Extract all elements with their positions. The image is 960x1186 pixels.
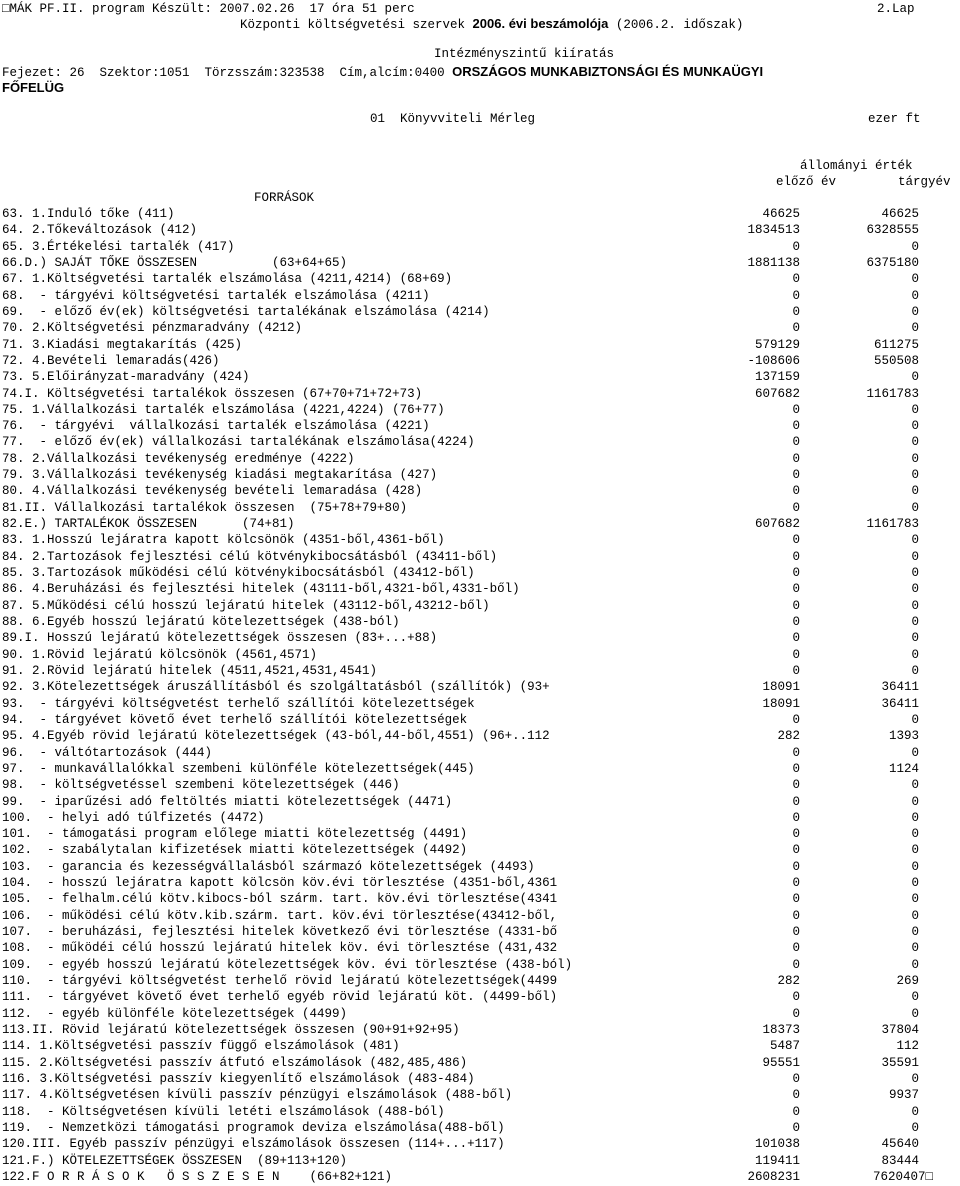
org-name-cont: FŐFELÜG — [2, 80, 65, 95]
program-line: □MÁK PF.II. program Készült: 2007.02.26 17 óra 51 perc — [2, 2, 415, 16]
ids-text: Fejezet: 26 Szektor:1051 Törzsszám:323538 Cím,alcím:0400 — [2, 66, 453, 80]
prev-year-value: -108606 — [747, 353, 800, 368]
curr-year-value: 35591 — [881, 1055, 919, 1070]
curr-year-value: 1161783 — [866, 517, 919, 532]
prev-year-value: 0 — [792, 435, 800, 450]
prev-year-value: 18091 — [762, 680, 800, 695]
report-title-bold: 2006. évi beszámolója — [472, 16, 609, 31]
table-row — [0, 239, 960, 256]
table-row — [0, 304, 960, 321]
curr-year-value: 0 — [911, 549, 919, 564]
curr-year-value: 0 — [911, 843, 919, 858]
curr-year-value: 0 — [911, 957, 919, 972]
prev-year-value: 119411 — [754, 1153, 800, 1168]
prev-year-value: 0 — [792, 451, 800, 466]
row-label: 103. - garancia és kezességvállalásból származó kötelezettségek (4493) — [2, 859, 535, 874]
row-label: 67. 1.Költségvetési tartalék elszámolása (4211,4214) (68+69) — [2, 272, 453, 287]
curr-year-value: 46625 — [881, 207, 919, 221]
column-prev-year: előző év — [776, 175, 837, 189]
table-row — [0, 222, 960, 239]
row-label: 100. - helyi adó túlfizetés (4472) — [2, 810, 265, 825]
prev-year-value: 579129 — [754, 337, 800, 352]
table-row — [0, 500, 960, 517]
prev-year-value: 0 — [792, 1071, 800, 1086]
prev-year-value: 607682 — [754, 386, 800, 401]
row-label: 68. - tárgyévi költségvetési tartalék elszámolása (4211) — [2, 288, 430, 303]
row-label: 117. 4.Költségvetésen kívüli passzív pénzügyi elszámolások (488-ből) — [2, 1088, 513, 1103]
prev-year-value: 0 — [792, 582, 800, 597]
prev-year-value: 0 — [792, 794, 800, 809]
row-label: 70. 2.Költségvetési pénzmaradvány (4212) — [2, 321, 303, 336]
curr-year-value: 0 — [911, 712, 919, 727]
column-group-label: állományi érték — [800, 159, 913, 173]
row-label: 110. - tárgyévi költségvetést terhelő rövid lejáratú kötelezettségek(4499 — [2, 974, 558, 989]
table-row — [0, 369, 960, 386]
prev-year-value: 0 — [792, 272, 800, 287]
prev-year-value: 0 — [792, 533, 800, 548]
prev-year-value: 101038 — [754, 1137, 800, 1152]
table-row — [0, 353, 960, 370]
row-label: 81.II. Vállalkozási tartalékok összesen (75+78+79+80) — [2, 500, 408, 515]
prev-year-value: 18373 — [762, 1023, 800, 1037]
prev-year-value: 0 — [792, 810, 800, 825]
prev-year-value: 0 — [792, 990, 800, 1005]
curr-year-value: 0 — [911, 435, 919, 450]
row-label: 85. 3.Tartozások működési célú kötvénykibocsátásból (43412-ből) — [2, 566, 475, 581]
row-label: 82.E.) TARTALÉKOK ÖSSZESEN (74+81) — [2, 517, 295, 532]
table-row — [0, 549, 960, 566]
prev-year-value: 0 — [792, 663, 800, 678]
curr-year-value: 0 — [911, 778, 919, 793]
row-label: 107. - beruházási, fejlesztési hitelek következő évi törlesztése (4331-bő — [2, 925, 558, 940]
table-row — [0, 794, 960, 811]
table-row — [0, 940, 960, 957]
prev-year-value: 0 — [792, 288, 800, 303]
org-name: ORSZÁGOS MUNKABIZTONSÁGI ÉS MUNKAÜGYI — [452, 64, 764, 79]
curr-year-value: 0 — [911, 484, 919, 499]
prev-year-value: 95551 — [762, 1055, 800, 1070]
curr-year-value: 0 — [911, 598, 919, 613]
row-label: 101. - támogatási program előlege miatti kötelezettség (4491) — [2, 827, 468, 842]
prev-year-value: 1834513 — [747, 223, 800, 238]
table-row — [0, 810, 960, 827]
table-row — [0, 777, 960, 794]
balance-title: 01 Könyvviteli Mérleg — [370, 112, 536, 126]
prev-year-value: 0 — [792, 925, 800, 940]
prev-year-value: 0 — [792, 876, 800, 891]
prev-year-value: 18091 — [762, 696, 800, 711]
row-label: 71. 3.Kiadási megtakarítás (425) — [2, 337, 243, 352]
curr-year-value: 0 — [911, 402, 919, 417]
curr-year-value: 0 — [911, 941, 919, 956]
curr-year-value: 0 — [911, 370, 919, 385]
row-label: 115. 2.Költségvetési passzív átfutó elszámolások (482,485,486) — [2, 1055, 468, 1070]
row-label: 119. - Nemzetközi támogatási programok deviza elszámolása(488-ből) — [2, 1120, 505, 1135]
curr-year-value: 0 — [911, 794, 919, 809]
table-row — [0, 973, 960, 990]
row-label: 104. - hosszú lejáratra kapott kölcsön köv.évi törlesztése (4351-ből,4361 — [2, 876, 558, 891]
row-label: 72. 4.Bevételi lemaradás(426) — [2, 353, 220, 368]
table-row — [0, 451, 960, 468]
table-row — [0, 924, 960, 941]
prev-year-value: 0 — [792, 549, 800, 564]
curr-year-value: 0 — [911, 419, 919, 434]
row-label: 88. 6.Egyéb hosszú lejáratú kötelezettségek (438-ból) — [2, 615, 400, 629]
prev-year-value: 0 — [792, 859, 800, 874]
table-row — [0, 859, 960, 876]
prev-year-value: 0 — [792, 892, 800, 907]
row-label: 102. - szabálytalan kifizetések miatti kötelezettségek (4492) — [2, 843, 468, 858]
curr-year-value: 0 — [911, 925, 919, 940]
curr-year-value: 0 — [911, 239, 919, 254]
curr-year-value: 0 — [911, 321, 919, 336]
report-title-pre: Központi költségvetési szervek — [240, 18, 473, 32]
subtitle: Intézményszintű kiíratás — [434, 47, 615, 61]
row-label: 118. - Költségvetésen kívüli letéti elszámolások (488-ból) — [2, 1104, 445, 1119]
table-row — [0, 532, 960, 549]
prev-year-value: 2608231 — [747, 1169, 800, 1184]
table-row — [0, 908, 960, 925]
table-row — [0, 1169, 960, 1186]
row-label: 122.F O R R Á S O K Ö S S Z E S E N (66+82+121) — [2, 1169, 393, 1184]
curr-year-value: 0 — [911, 663, 919, 678]
table-row — [0, 516, 960, 533]
page-number: 2.Lap — [877, 2, 915, 16]
row-label: 78. 2.Vállalkozási tevékenység eredménye (4222) — [2, 451, 355, 466]
curr-year-value: 0 — [911, 876, 919, 891]
curr-year-value: 0 — [911, 827, 919, 842]
table-row — [0, 745, 960, 762]
report-title-post: (2006.2. időszak) — [608, 18, 744, 32]
row-label: 96. - váltótartozások (444) — [2, 745, 213, 760]
curr-year-value: 0 — [911, 1104, 919, 1119]
curr-year-value: 0 — [911, 615, 919, 629]
prev-year-value: 0 — [792, 745, 800, 760]
prev-year-value: 0 — [792, 304, 800, 319]
row-label: 106. - működési célú kötv.kib.szárm. tart. köv.évi törlesztése(43412-ből, — [2, 908, 558, 923]
table-row — [0, 1087, 960, 1104]
prev-year-value: 5487 — [769, 1039, 800, 1054]
prev-year-value: 0 — [792, 957, 800, 972]
curr-year-value: 0 — [911, 451, 919, 466]
table-row — [0, 483, 960, 500]
curr-year-value: 45640 — [881, 1137, 919, 1152]
prev-year-value: 0 — [792, 598, 800, 613]
prev-year-value: 0 — [792, 1104, 800, 1119]
table-row — [0, 679, 960, 696]
ids-line — [2, 64, 763, 81]
prev-year-value: 0 — [792, 778, 800, 793]
table-row — [0, 565, 960, 582]
curr-year-value: 9937 — [888, 1088, 919, 1103]
curr-year-value: 112 — [896, 1039, 919, 1054]
table-row — [0, 957, 960, 974]
table-row — [0, 581, 960, 598]
row-label: 109. - egyéb hosszú lejáratú kötelezettségek köv. évi törlesztése (438-ból) — [2, 957, 573, 972]
curr-year-value: 1161783 — [866, 386, 919, 401]
table-row — [0, 630, 960, 647]
curr-year-value: 0 — [911, 304, 919, 319]
row-label: 91. 2.Rövid lejáratú hitelek (4511,4521,4531,4541) — [2, 663, 378, 678]
curr-year-value: 0 — [911, 1071, 919, 1086]
row-label: 95. 4.Egyéb rövid lejáratú kötelezettségek (43-ból,44-ből,4551) (96+..112 — [2, 729, 550, 744]
prev-year-value: 0 — [792, 647, 800, 662]
table-row — [0, 1038, 960, 1055]
row-label: 111. - tárgyévet követő évet terhelő egyéb rövid lejáratú köt. (4499-ből) — [2, 990, 558, 1005]
curr-year-value: 0 — [911, 566, 919, 581]
row-label: 120.III. Egyéb passzív pénzügyi elszámolások összesen (114+...+117) — [2, 1137, 505, 1152]
row-label: 98. - költségvetéssel szembeni kötelezettségek (446) — [2, 778, 400, 793]
prev-year-value: 282 — [777, 729, 800, 744]
prev-year-value: 0 — [792, 239, 800, 254]
prev-year-value: 0 — [792, 419, 800, 434]
curr-year-value: 1124 — [888, 761, 919, 776]
curr-year-value: 550508 — [873, 353, 919, 368]
curr-year-value: 611275 — [873, 337, 919, 352]
prev-year-value: 0 — [792, 484, 800, 499]
table-row — [0, 875, 960, 892]
row-label: 64. 2.Tőkeváltozások (412) — [2, 223, 198, 238]
column-curr-year: tárgyév — [898, 175, 951, 189]
row-label: 114. 1.Költségvetési passzív függő elszámolások (481) — [2, 1039, 400, 1054]
row-label: 65. 3.Értékelési tartalék (417) — [2, 239, 235, 254]
row-label: 63. 1.Induló tőke (411) — [2, 207, 175, 221]
prev-year-value: 0 — [792, 321, 800, 336]
report-title — [240, 16, 743, 33]
curr-year-value: 37804 — [881, 1023, 919, 1037]
table-row — [0, 647, 960, 664]
row-label: 84. 2.Tartozások fejlesztési célú kötvénykibocsátásból (43411-ből) — [2, 549, 498, 564]
table-row — [0, 418, 960, 435]
table-row — [0, 1022, 960, 1039]
curr-year-value: 0 — [911, 908, 919, 923]
curr-year-value: 0 — [911, 892, 919, 907]
prev-year-value: 0 — [792, 402, 800, 417]
prev-year-value: 0 — [792, 615, 800, 629]
row-label: 105. - felhalm.célú kötv.kibocs-ból szárm. tart. köv.évi törlesztése(4341 — [2, 892, 558, 907]
row-label: 73. 5.Előirányzat-maradvány (424) — [2, 370, 250, 385]
prev-year-value: 282 — [777, 974, 800, 989]
row-label: 75. 1.Vállalkozási tartalék elszámolása (4221,4224) (76+77) — [2, 402, 445, 417]
row-label: 77. - előző év(ek) vállalkozási tartalékának elszámolása(4224) — [2, 435, 475, 450]
curr-year-value: 269 — [896, 974, 919, 989]
curr-year-value: 0 — [911, 468, 919, 483]
table-row — [0, 663, 960, 680]
row-label: 80. 4.Vállalkozási tevékenység bevételi lemaradása (428) — [2, 484, 423, 499]
curr-year-value: 0 — [911, 1120, 919, 1135]
prev-year-value: 0 — [792, 1006, 800, 1021]
table-row — [0, 614, 960, 631]
table-row — [0, 712, 960, 729]
prev-year-value: 0 — [792, 827, 800, 842]
prev-year-value: 1881138 — [747, 255, 800, 270]
row-label: 92. 3.Kötelezettségek áruszállításból és szolgáltatásból (szállítók) (93+ — [2, 680, 550, 695]
prev-year-value: 0 — [792, 761, 800, 776]
prev-year-value: 607682 — [754, 517, 800, 532]
table-row — [0, 1055, 960, 1072]
table-row — [0, 271, 960, 288]
table-row — [0, 1104, 960, 1121]
curr-year-value: 6328555 — [866, 223, 919, 238]
row-label: 74.I. Költségvetési tartalékok összesen (67+70+71+72+73) — [2, 386, 423, 401]
row-label: 94. - tárgyévet követő évet terhelő szállítói kötelezettségek — [2, 712, 468, 727]
row-label: 79. 3.Vállalkozási tevékenység kiadási megtakarítása (427) — [2, 468, 438, 483]
curr-year-value: 36411 — [881, 696, 919, 711]
curr-year-value: 1393 — [888, 729, 919, 744]
table-row — [0, 891, 960, 908]
row-label: 97. - munkavállalókkal szembeni különféle kötelezettségek(445) — [2, 761, 475, 776]
prev-year-value: 0 — [792, 1120, 800, 1135]
curr-year-value: 0 — [911, 288, 919, 303]
prev-year-value: 46625 — [762, 207, 800, 221]
table-row — [0, 337, 960, 354]
table-row — [0, 288, 960, 305]
table-row — [0, 434, 960, 451]
table-row — [0, 1153, 960, 1170]
row-label: 112. - egyéb különféle kötelezettségek (4499) — [2, 1006, 348, 1021]
prev-year-value: 0 — [792, 468, 800, 483]
table-row — [0, 989, 960, 1006]
table-row — [0, 842, 960, 859]
prev-year-value: 0 — [792, 941, 800, 956]
table-row — [0, 598, 960, 615]
curr-year-value: 83444 — [881, 1153, 919, 1168]
row-label: 93. - tárgyévi költségvetést terhelő szállítói kötelezettségek — [2, 696, 475, 711]
table-row — [0, 728, 960, 745]
table-row — [0, 467, 960, 484]
row-label: 69. - előző év(ek) költségvetési tartalékának elszámolása (4214) — [2, 304, 490, 319]
row-label: 108. - működéi célú hosszú lejáratú hitelek köv. évi törlesztése (431,432 — [2, 941, 558, 956]
prev-year-value: 0 — [792, 843, 800, 858]
row-label: 90. 1.Rövid lejáratú kölcsönök (4561,4571) — [2, 647, 318, 662]
curr-year-value: 0 — [911, 533, 919, 548]
table-row — [0, 206, 960, 223]
table-row — [0, 386, 960, 403]
table-row — [0, 1071, 960, 1088]
curr-year-value: 0 — [911, 272, 919, 287]
curr-year-value: 7620407□ — [872, 1169, 933, 1184]
row-label: 76. - tárgyévi vállalkozási tartalék elszámolása (4221) — [2, 419, 430, 434]
curr-year-value: 0 — [911, 1006, 919, 1021]
row-label: 99. - iparűzési adó feltöltés miatti kötelezettségek (4471) — [2, 794, 453, 809]
table-row — [0, 761, 960, 778]
table-row — [0, 1006, 960, 1023]
curr-year-value: 6375180 — [866, 255, 919, 270]
row-label: 116. 3.Költségvetési passzív kiegyenlítő elszámolások (483-484) — [2, 1071, 475, 1086]
curr-year-value: 0 — [911, 745, 919, 760]
curr-year-value: 0 — [911, 582, 919, 597]
prev-year-value: 0 — [792, 908, 800, 923]
row-label: 86. 4.Beruházási és fejlesztési hitelek (43111-ből,4321-ből,4331-ből) — [2, 582, 520, 597]
row-label: 121.F.) KÖTELEZETTSÉGEK ÖSSZESEN (89+113+120) — [2, 1153, 348, 1168]
table-row — [0, 255, 960, 272]
curr-year-value: 0 — [911, 990, 919, 1005]
table-row — [0, 696, 960, 713]
row-label: 87. 5.Működési célú hosszú lejáratú hitelek (43112-ből,43212-ből) — [2, 598, 490, 613]
curr-year-value: 0 — [911, 647, 919, 662]
prev-year-value: 0 — [792, 566, 800, 581]
curr-year-value: 0 — [911, 810, 919, 825]
table-row — [0, 826, 960, 843]
table-row — [0, 1120, 960, 1137]
section-label: FORRÁSOK — [254, 191, 315, 205]
table-row — [0, 320, 960, 337]
curr-year-value: 36411 — [881, 680, 919, 695]
curr-year-value: 0 — [911, 631, 919, 646]
curr-year-value: 0 — [911, 859, 919, 874]
curr-year-value: 0 — [911, 500, 919, 515]
table-row — [0, 402, 960, 419]
table-row — [0, 1136, 960, 1153]
row-label: 83. 1.Hosszú lejáratra kapott kölcsönök (4351-ből,4361-ből) — [2, 533, 445, 548]
prev-year-value: 0 — [792, 500, 800, 515]
prev-year-value: 0 — [792, 712, 800, 727]
row-label: 89.I. Hosszú lejáratú kötelezettségek összesen (83+...+88) — [2, 631, 438, 646]
prev-year-value: 137159 — [754, 370, 800, 385]
row-label: 66.D.) SAJÁT TŐKE ÖSSZESEN (63+64+65) — [2, 255, 348, 270]
prev-year-value: 0 — [792, 631, 800, 646]
unit-label: ezer ft — [868, 112, 921, 126]
row-label: 113.II. Rövid lejáratú kötelezettségek összesen (90+91+92+95) — [2, 1023, 460, 1037]
prev-year-value: 0 — [792, 1088, 800, 1103]
